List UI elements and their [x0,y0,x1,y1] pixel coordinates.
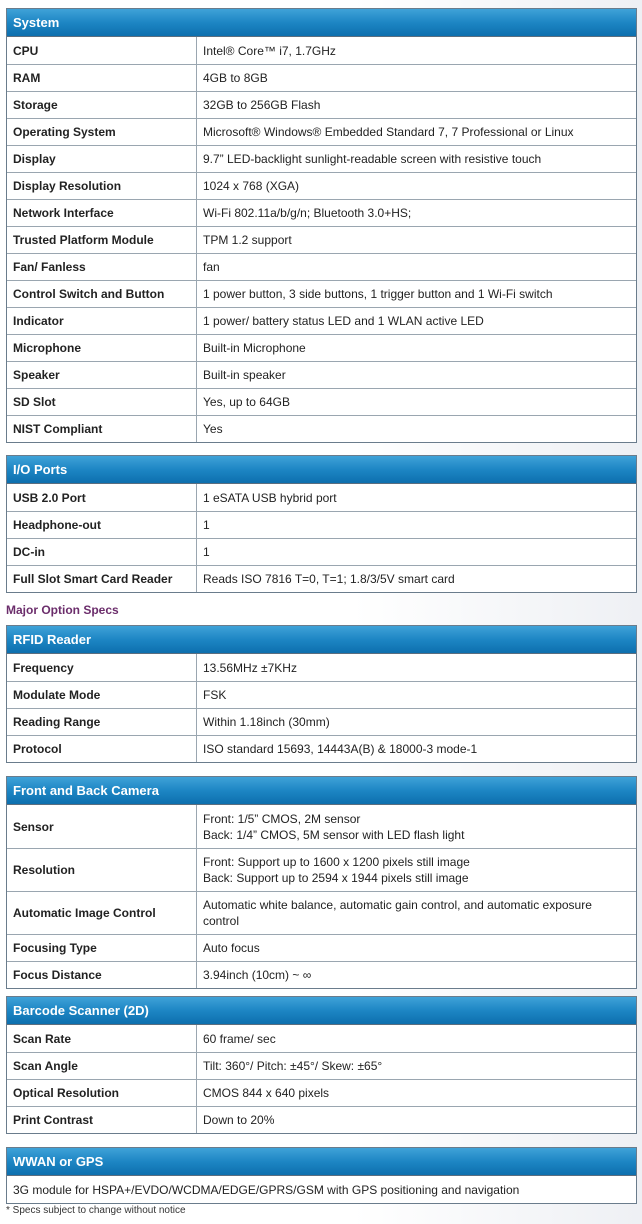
spec-value [197,416,636,442]
spec-row-sensor [7,805,636,848]
spec-row-microphone [7,334,636,361]
spec-value [197,1080,636,1106]
spec-label: Control Switch and Button [7,281,197,307]
spec-row-modulate-mode [7,681,636,708]
spec-row-full-slot-smart-card-reader [7,565,636,592]
spec-value-line: 1 eSATA USB hybrid port [203,490,337,505]
spec-value-line: Back: Support up to 2594 x 1944 pixels still image [203,871,469,885]
spec-label: Focusing Type [7,935,197,961]
spec-label: Automatic Image Control [7,892,197,934]
spec-row-protocol [7,735,636,762]
spec-row-frequency [7,654,636,681]
spec-value-line: Built-in Microphone [203,341,306,355]
spec-value-line: 1024 x 768 (XGA) [203,179,300,193]
spec-label: DC-in [7,539,197,565]
spec-label: Print Contrast [7,1107,197,1133]
spec-value-line: Within 1.18inch (30mm) [203,715,330,729]
section-header: Barcode Scanner (2D) [7,997,636,1025]
spec-value-line: CMOS 844 x 640 pixels [203,1086,330,1100]
spec-label: Scan Angle [7,1053,197,1079]
spec-label: Indicator [7,308,197,334]
spec-row-focusing-type [7,934,636,961]
spec-value [197,173,636,199]
spec-label: Modulate Mode [7,682,197,708]
footnote: * Specs subject to change without notice [6,1205,186,1216]
section-header: Front and Back Camera [7,777,636,805]
spec-label: Network Interface [7,200,197,226]
wwan-gps-section [6,1147,637,1204]
spec-row-automatic-image-control [7,891,636,934]
spec-value [197,92,636,118]
spec-value-line: 9.7” LED-backlight sunlight-readable screen with resistive touch [203,152,542,166]
spec-row-display-resolution [7,172,636,199]
spec-label: Fan/ Fanless [7,254,197,280]
spec-value-line: 13.56MHz ±7KHz [203,660,297,675]
spec-row-trusted-platform-module [7,226,636,253]
spec-value [197,512,636,538]
spec-value-line: Front: Support up to 1600 x 1200 pixels still image [203,855,470,869]
spec-label: Display Resolution [7,173,197,199]
spec-row-usb-2-0-port [7,484,636,511]
spec-value-line: Reads ISO 7816 T=0, T=1; 1.8/3/5V smart card [203,572,455,586]
spec-value-line: Tilt: 360°/ Pitch: ±45°/ Skew: ±65° [203,1059,383,1073]
spec-value [197,335,636,361]
spec-value [197,805,636,848]
section-header: I/O Ports [7,456,636,484]
spec-value-line: 1 power/ battery status LED and 1 WLAN active LED [203,314,484,328]
spec-row-optical-resolution [7,1079,636,1106]
section-header: System [7,9,636,37]
spec-value-line: Intel® Core™ i7, 1.7GHz [203,43,336,58]
spec-label: USB 2.0 Port [7,484,197,511]
spec-value [197,849,636,891]
spec-value [197,539,636,565]
spec-value-line: 1 [203,545,210,559]
spec-row-operating-system [7,118,636,145]
spec-value [197,484,636,511]
spec-value-line: Yes [203,422,223,436]
spec-value-line: control [203,914,240,928]
spec-value [197,389,636,415]
spec-row-sd-slot [7,388,636,415]
spec-row-focus-distance [7,961,636,988]
spec-label: NIST Compliant [7,416,197,442]
spec-value [197,736,636,762]
rfid-reader-section [6,625,637,763]
spec-value [197,566,636,592]
spec-value [197,362,636,388]
system-section [6,8,637,443]
spec-value [197,1107,636,1133]
wwan-description: 3G module for HSPA+/EVDO/WCDMA/EDGE/GPRS/GSM with GPS positioning and navigation [13,1182,520,1197]
spec-row-display [7,145,636,172]
spec-value-line: 60 frame/ sec [203,1031,276,1046]
spec-value [197,308,636,334]
spec-row-storage [7,91,636,118]
spec-value [197,37,636,64]
spec-value-line: FSK [203,688,227,702]
spec-label: Microphone [7,335,197,361]
spec-value-line: TPM 1.2 support [203,233,292,247]
spec-value [197,654,636,681]
spec-value [197,935,636,961]
spec-value [197,65,636,91]
io-ports-section [6,455,637,593]
spec-value [197,119,636,145]
spec-label: CPU [7,37,197,64]
spec-value [197,1053,636,1079]
spec-label: Full Slot Smart Card Reader [7,566,197,592]
spec-value [197,1025,636,1052]
spec-label: Display [7,146,197,172]
spec-value-line: 4GB to 8GB [203,71,268,85]
spec-row-headphone-out [7,511,636,538]
spec-label: Frequency [7,654,197,681]
spec-row-print-contrast [7,1106,636,1133]
spec-value [197,892,636,934]
spec-row-ram [7,64,636,91]
spec-row-resolution [7,848,636,891]
spec-value-line: 3.94inch (10cm) ~ ∞ [203,968,312,982]
spec-value-line: Back: 1/4” CMOS, 5M sensor with LED flash light [203,827,465,842]
spec-label: Scan Rate [7,1025,197,1052]
spec-value-line: Built-in speaker [203,368,286,382]
spec-row-network-interface [7,199,636,226]
spec-value-line: Yes, up to 64GB [203,395,290,409]
spec-label: SD Slot [7,389,197,415]
spec-label: Optical Resolution [7,1080,197,1106]
spec-row-indicator [7,307,636,334]
spec-row-scan-angle [7,1052,636,1079]
spec-value-line: 1 power button, 3 side buttons, 1 trigger button and 1 Wi-Fi switch [203,287,553,301]
section-header: WWAN or GPS [7,1148,636,1176]
spec-value [197,200,636,226]
spec-value-line: Automatic white balance, automatic gain control, and automatic exposure [203,898,592,912]
spec-value-line: Front: 1/5” CMOS, 2M sensor [203,811,361,826]
spec-value-line: Auto focus [203,941,260,955]
spec-label: Trusted Platform Module [7,227,197,253]
spec-value-line: Microsoft® Windows® Embedded Standard 7, 7 Professional or Linux [203,125,574,139]
spec-label: Protocol [7,736,197,762]
spec-value-line: 32GB to 256GB Flash [203,98,321,112]
major-option-specs-heading: Major Option Specs [6,603,119,617]
spec-label: Headphone-out [7,512,197,538]
camera-section [6,776,637,989]
spec-value [197,962,636,988]
spec-value-line: Wi-Fi 802.11a/b/g/n; Bluetooth 3.0+HS; [203,206,412,220]
spec-value-line: ISO standard 15693, 14443A(B) & 18000-3 mode-1 [203,742,478,756]
spec-label: Storage [7,92,197,118]
spec-value [197,281,636,307]
spec-row-speaker [7,361,636,388]
barcode-scanner-section [6,996,637,1134]
spec-value [197,227,636,253]
spec-label: Reading Range [7,709,197,735]
spec-label: Sensor [7,805,197,848]
spec-label: Focus Distance [7,962,197,988]
spec-row-nist-compliant [7,415,636,442]
section-header: RFID Reader [7,626,636,654]
spec-value [197,146,636,172]
spec-value-line: 1 [203,518,210,532]
spec-label: Resolution [7,849,197,891]
spec-value [197,682,636,708]
spec-value-line: fan [203,260,220,274]
spec-row-fan-fanless [7,253,636,280]
spec-row-reading-range [7,708,636,735]
spec-label: Operating System [7,119,197,145]
spec-label: Speaker [7,362,197,388]
spec-value [197,709,636,735]
spec-value-line: Down to 20% [203,1113,275,1127]
spec-row-cpu [7,37,636,64]
spec-value [197,254,636,280]
spec-row-control-switch-and-button [7,280,636,307]
spec-row-scan-rate [7,1025,636,1052]
spec-label: RAM [7,65,197,91]
spec-row-dc-in [7,538,636,565]
